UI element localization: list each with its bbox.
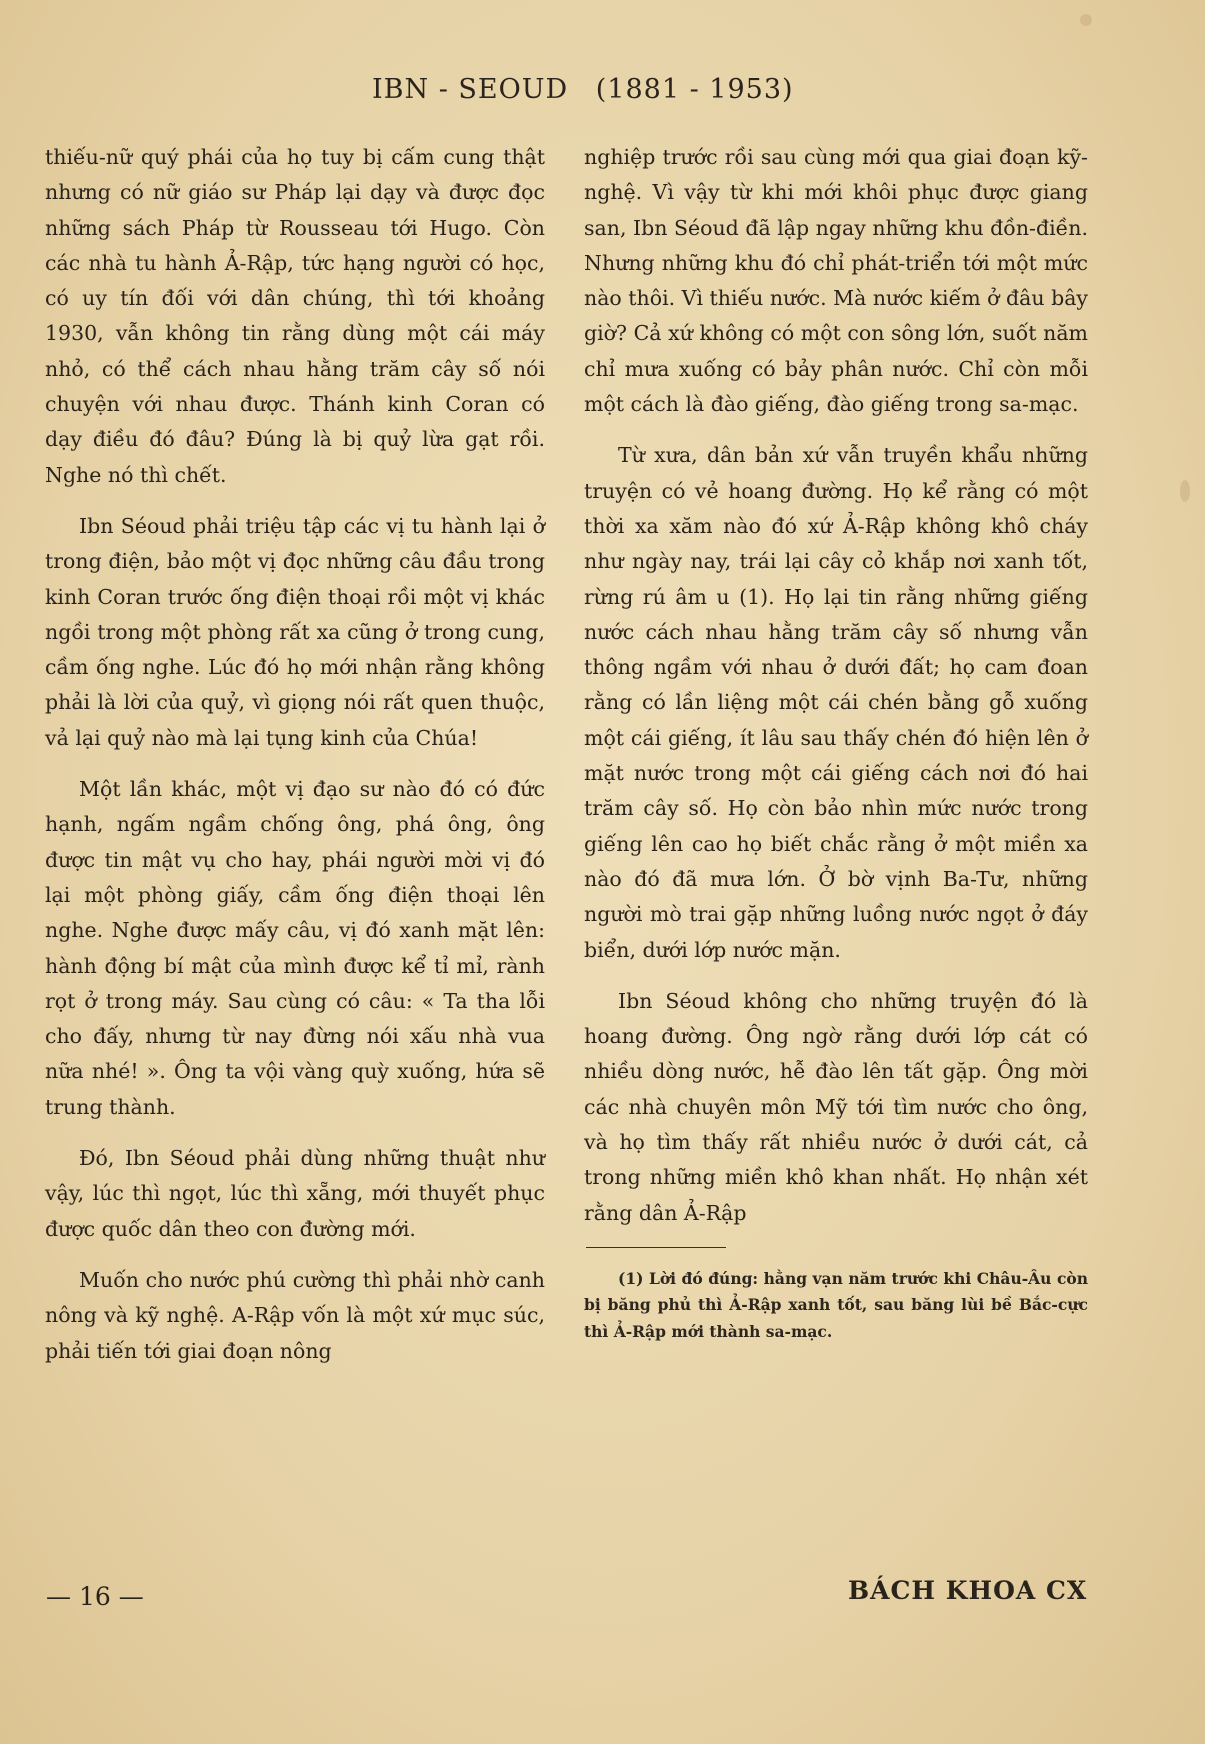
paragraph: nghiệp trước rồi sau cùng mới qua giai đoạn kỹ-nghệ. Vì vậy từ khi mới khôi phục được giang san, Ibn Séoud đã lập ngay những khu đồn-điền. Nhưng những khu đó chỉ phát-triển tới một mức nào thôi. Vì thiếu nước. Mà nước kiếm ở đâu bây giờ? Cả xứ không có một con sông lớn, suốt năm chỉ mưa xuống có bảy phân nước. Chỉ còn mỗi một cách là đào giếng, đào giếng trong sa-mạc. <box>584 145 1088 417</box>
right-column <box>584 140 1088 1361</box>
paragraph: Từ xưa, dân bản xứ vẫn truyền khẩu những truyện có vẻ hoang đường. Họ kể rằng có một thời xa xăm nào đó xứ Ả-Rập không khô cháy như ngày nay, trái lại cây cỏ khắp nơi xanh tốt, rừng rú âm u (1). Họ lại tin rằng những giếng nước cách nhau hằng trăm cây số nhưng vẫn thông ngầm với nhau ở dưới đất; họ cam đoan rằng có lần liệng một cái chén bằng gỗ xuống một cái giếng, ít lâu sau thấy chén đó hiện lên ở mặt nước trong một cái giếng cách nơi đó hai trăm cây số. Họ còn bảo nhìn mức nước trong giếng lên cao họ biết chắc rằng ở một miền xa nào đó đã mưa lớn. Ở bờ vịnh Ba-Tư, những người mò trai gặp những luồng nước ngọt ở đáy biển, dưới lớp nước mặn. <box>584 443 1088 962</box>
paragraph: Đó, Ibn Séoud phải dùng những thuật như vậy, lúc thì ngọt, lúc thì xẵng, mới thuyết phục được quốc dân theo con đường mới. <box>45 1146 545 1241</box>
paragraph: thiếu-nữ quý phái của họ tuy bị cấm cung thật nhưng có nữ giáo sư Pháp lại dạy và được đọc những sách Pháp từ Rousseau tới Hugo. Còn các nhà tu hành Ả-Rập, tức hạng người có học, có uy tín đối với dân chúng, thì tới khoảng 1930, vẫn không tin rằng dùng một cái máy nhỏ, có thể cách nhau hằng trăm cây số nói chuyện với nhau được. Thánh kinh Coran có dạy điều đó đâu? Đúng là bị quỷ lừa gạt rồi. Nghe nó thì chết. <box>45 145 545 487</box>
paper-stain <box>1080 14 1092 26</box>
paragraph: Một lần khác, một vị đạo sư nào đó có đức hạnh, ngấm ngầm chống ông, phá ông, ông được tin mật vụ cho hay, phái người mời vị đó lại một phòng giấy, cầm ống điện thoại lên nghe. Nghe được mấy câu, vị đó xanh mặt lên: hành động bí mật của mình được kể tỉ mỉ, rành rọt ở trong máy. Sau cùng có câu: « Ta tha lỗi cho đấy, nhưng từ nay đừng nói xấu nhà vua nữa nhé! ». Ông ta vội vàng quỳ xuống, hứa sẽ trung thành. <box>45 777 545 1119</box>
paragraph: Ibn Séoud phải triệu tập các vị tu hành lại ở trong điện, bảo một vị đọc những câu đầu trong kinh Coran trước ống điện thoại rồi một vị khác ngồi trong một phòng rất xa cũng ở trong cung, cầm ống nghe. Lúc đó họ mới nhận rằng không phải là lời của quỷ, vì giọng nói rất quen thuộc, vả lại quỷ nào mà lại tụng kinh của Chúa! <box>45 513 545 750</box>
journal-name: BÁCH KHOA CX <box>848 1576 1088 1605</box>
paper-stain <box>1180 480 1190 502</box>
page-number: — 16 — <box>46 1582 144 1611</box>
running-head <box>372 74 794 105</box>
footnote: (1) Lời đó đúng: hằng vạn năm trước khi Châu-Âu còn bị băng phủ thì Ả-Rập xanh tốt, sau băng lùi bề Bắc-cực thì Ả-Rập mới thành sa-mạc. <box>584 1268 1088 1341</box>
article-dates: (1881 - 1953) <box>595 74 794 105</box>
paragraph: Muốn cho nước phú cường thì phải nhờ canh nông và kỹ nghệ. A-Rập vốn là một xứ mục súc, phải tiến tới giai đoạn nông <box>45 1267 545 1363</box>
paragraph: Ibn Séoud không cho những truyện đó là hoang đường. Ông ngờ rằng dưới lớp cát có nhiều dòng nước, hễ đào lên tất gặp. Ông mời các nhà chuyên môn Mỹ tới tìm nước cho ông, và họ tìm thấy rất nhiều nước ở dưới cát, cả trong những miền khô khan nhất. Họ nhận xét rằng dân Ả-Rập <box>584 988 1088 1225</box>
article-title: IBN - SEOUD <box>372 74 569 105</box>
footnote-divider <box>586 1247 726 1248</box>
left-column <box>45 140 545 1385</box>
